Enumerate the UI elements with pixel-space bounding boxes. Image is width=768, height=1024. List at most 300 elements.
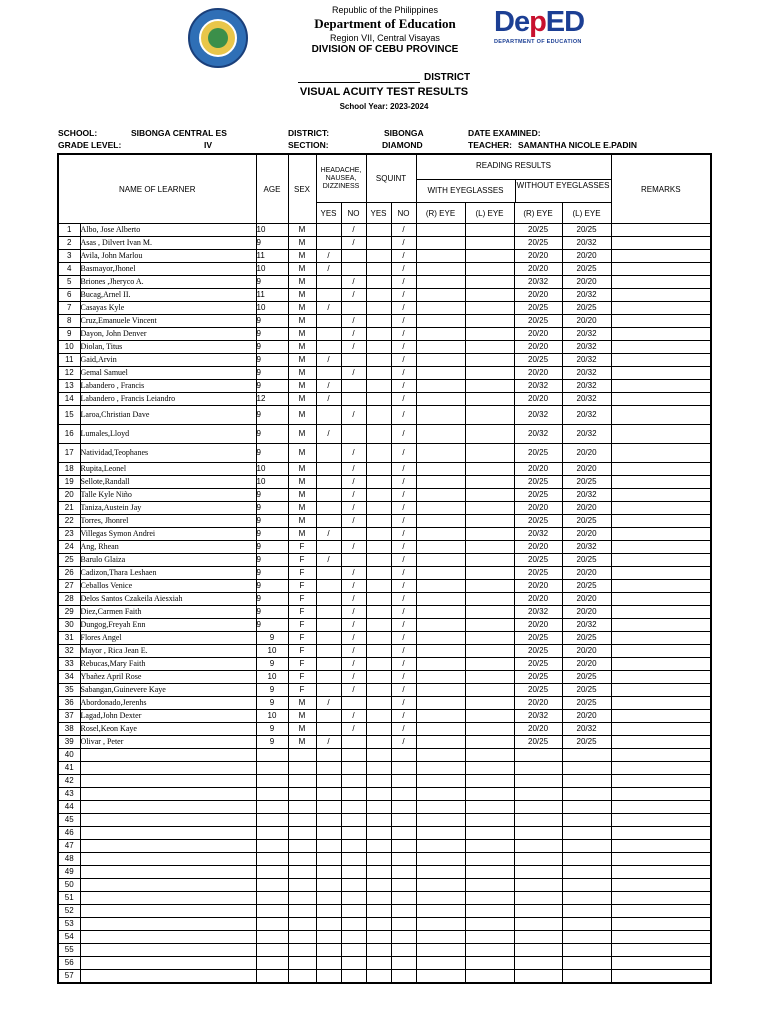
table-row: [58, 354, 711, 367]
cell-sn: [391, 970, 416, 984]
cell-ol: [562, 866, 611, 879]
cell-sn: /: [391, 276, 416, 289]
cell-wl: [465, 658, 514, 671]
cell-remarks: [611, 801, 711, 814]
cell-hy: [316, 944, 341, 957]
cell-no: 39: [58, 736, 80, 749]
cell-ol: 20/25: [562, 632, 611, 645]
cell-sy: [366, 671, 391, 684]
cell-or: 20/25: [514, 658, 562, 671]
cell-wl: [465, 723, 514, 736]
cell-age: 9: [256, 697, 288, 710]
cell-sy: [366, 489, 391, 502]
cell-name: Lagad,John Dexter: [80, 710, 256, 723]
cell-remarks: [611, 567, 711, 580]
cell-hy: [316, 606, 341, 619]
cell-sy: [366, 315, 391, 328]
cell-sex: F: [288, 541, 316, 554]
cell-sex: M: [288, 489, 316, 502]
cell-remarks: [611, 645, 711, 658]
cell-name: Asas , Dilvert Ivan M.: [80, 237, 256, 250]
cell-ol: 20/32: [562, 541, 611, 554]
cell-name: Albo, Jose Alberto: [80, 224, 256, 237]
table-row: [58, 593, 711, 606]
cell-hn: /: [341, 315, 366, 328]
cell-no: 5: [58, 276, 80, 289]
cell-no: 10: [58, 341, 80, 354]
cell-wr: [416, 580, 465, 593]
cell-hn: [341, 736, 366, 749]
cell-wr: [416, 554, 465, 567]
cell-wl: [465, 425, 514, 444]
cell-or: [514, 866, 562, 879]
cell-sn: /: [391, 567, 416, 580]
cell-no: 29: [58, 606, 80, 619]
cell-sn: /: [391, 393, 416, 406]
cell-remarks: [611, 970, 711, 984]
cell-sy: [366, 905, 391, 918]
cell-wl: [465, 341, 514, 354]
cell-wl: [465, 866, 514, 879]
cell-sy: [366, 788, 391, 801]
cell-name: Ceballos Venice: [80, 580, 256, 593]
cell-remarks: [611, 710, 711, 723]
cell-wl: [465, 840, 514, 853]
cell-name: [80, 866, 256, 879]
cell-remarks: [611, 632, 711, 645]
cell-no: 9: [58, 328, 80, 341]
table-row: [58, 710, 711, 723]
cell-wl: [465, 892, 514, 905]
cell-hy: [316, 840, 341, 853]
cell-remarks: [611, 827, 711, 840]
cell-sex: M: [288, 710, 316, 723]
cell-sn: /: [391, 425, 416, 444]
cell-ol: 20/20: [562, 528, 611, 541]
cell-remarks: [611, 328, 711, 341]
cell-hn: [341, 554, 366, 567]
cell-sn: [391, 866, 416, 879]
cell-or: 20/32: [514, 380, 562, 393]
cell-wr: [416, 367, 465, 380]
cell-wr: [416, 723, 465, 736]
cell-ol: 20/20: [562, 276, 611, 289]
table-row: [58, 645, 711, 658]
cell-no: 34: [58, 671, 80, 684]
cell-hy: [316, 502, 341, 515]
cell-hy: /: [316, 354, 341, 367]
cell-wl: [465, 406, 514, 425]
cell-wr: [416, 263, 465, 276]
cell-no: 45: [58, 814, 80, 827]
cell-no: 33: [58, 658, 80, 671]
cell-hn: [341, 944, 366, 957]
cell-wr: [416, 444, 465, 463]
cell-or: 20/25: [514, 237, 562, 250]
cell-age: [256, 801, 288, 814]
cell-wl: [465, 476, 514, 489]
deped-subtitle: DEPARTMENT OF EDUCATION: [494, 39, 582, 45]
cell-sy: [366, 237, 391, 250]
cell-remarks: [611, 749, 711, 762]
cell-remarks: [611, 302, 711, 315]
cell-name: Rebucas,Mary Faith: [80, 658, 256, 671]
cell-wr: [416, 224, 465, 237]
cell-no: 48: [58, 853, 80, 866]
cell-hn: [341, 749, 366, 762]
table-row: [58, 528, 711, 541]
cell-sex: M: [288, 276, 316, 289]
cell-or: 20/32: [514, 425, 562, 444]
cell-hy: [316, 866, 341, 879]
cell-hn: /: [341, 237, 366, 250]
cell-sex: M: [288, 502, 316, 515]
cell-wr: [416, 931, 465, 944]
cell-no: 43: [58, 788, 80, 801]
cell-name: [80, 775, 256, 788]
without-r-eye: (R) EYE: [514, 203, 562, 224]
table-row: [58, 853, 711, 866]
cell-age: 9: [256, 580, 288, 593]
cell-no: 55: [58, 944, 80, 957]
cell-age: [256, 762, 288, 775]
cell-ol: 20/32: [562, 328, 611, 341]
cell-name: [80, 905, 256, 918]
cell-wl: [465, 879, 514, 892]
cell-remarks: [611, 380, 711, 393]
cell-sn: /: [391, 289, 416, 302]
cell-or: 20/25: [514, 671, 562, 684]
cell-or: [514, 762, 562, 775]
table-row: [58, 444, 711, 463]
cell-sn: /: [391, 528, 416, 541]
cell-hn: [341, 425, 366, 444]
cell-sex: [288, 801, 316, 814]
cell-hy: /: [316, 425, 341, 444]
cell-no: 32: [58, 645, 80, 658]
cell-no: 8: [58, 315, 80, 328]
cell-sex: M: [288, 723, 316, 736]
cell-ol: 20/25: [562, 476, 611, 489]
cell-remarks: [611, 237, 711, 250]
cell-or: 20/25: [514, 515, 562, 528]
cell-wl: [465, 354, 514, 367]
cell-wr: [416, 489, 465, 502]
learner-rows: [58, 224, 711, 984]
cell-wl: [465, 632, 514, 645]
cell-sex: F: [288, 645, 316, 658]
cell-ol: 20/25: [562, 736, 611, 749]
cell-hn: /: [341, 541, 366, 554]
cell-hy: [316, 775, 341, 788]
cell-ol: [562, 775, 611, 788]
cell-age: [256, 866, 288, 879]
cell-sex: F: [288, 632, 316, 645]
cell-remarks: [611, 944, 711, 957]
cell-or: 20/20: [514, 593, 562, 606]
cell-ol: 20/32: [562, 425, 611, 444]
cell-ol: [562, 957, 611, 970]
cell-sn: /: [391, 444, 416, 463]
cell-ol: 20/32: [562, 406, 611, 425]
cell-hy: [316, 892, 341, 905]
cell-sex: [288, 905, 316, 918]
cell-wr: [416, 515, 465, 528]
cell-or: 20/25: [514, 476, 562, 489]
cell-sex: F: [288, 658, 316, 671]
cell-age: [256, 749, 288, 762]
department-title: Department of Education: [314, 16, 456, 31]
cell-remarks: [611, 476, 711, 489]
cell-name: Delos Santos Czakeila Aiesxiah: [80, 593, 256, 606]
region-text: Region VII, Central Visayas: [330, 33, 440, 43]
cell-sex: F: [288, 567, 316, 580]
cell-hn: [341, 354, 366, 367]
cell-wr: [416, 632, 465, 645]
cell-ol: 20/20: [562, 567, 611, 580]
cell-sex: M: [288, 302, 316, 315]
cell-no: 4: [58, 263, 80, 276]
table-row: [58, 580, 711, 593]
cell-sex: M: [288, 341, 316, 354]
cell-ol: [562, 918, 611, 931]
cell-age: 9: [256, 515, 288, 528]
cell-ol: [562, 892, 611, 905]
cell-sex: F: [288, 619, 316, 632]
cell-ol: [562, 749, 611, 762]
cell-hy: [316, 463, 341, 476]
cell-wl: [465, 853, 514, 866]
cell-sex: [288, 827, 316, 840]
cell-no: 36: [58, 697, 80, 710]
cell-hn: [341, 957, 366, 970]
cell-sn: [391, 957, 416, 970]
cell-wr: [416, 393, 465, 406]
cell-name: [80, 918, 256, 931]
cell-ol: 20/25: [562, 554, 611, 567]
cell-or: 20/25: [514, 354, 562, 367]
cell-age: 9: [256, 315, 288, 328]
deped-cebu-seal-icon: [188, 8, 248, 68]
grade-label: GRADE LEVEL:: [58, 140, 122, 150]
cell-remarks: [611, 541, 711, 554]
cell-sy: [366, 263, 391, 276]
cell-sy: [366, 697, 391, 710]
cell-sn: /: [391, 619, 416, 632]
cell-hy: [316, 931, 341, 944]
cell-age: [256, 892, 288, 905]
cell-hy: [316, 444, 341, 463]
table-row: [58, 463, 711, 476]
cell-hn: [341, 762, 366, 775]
cell-wl: [465, 944, 514, 957]
cell-ol: 20/20: [562, 502, 611, 515]
cell-or: 20/20: [514, 328, 562, 341]
cell-sy: [366, 619, 391, 632]
cell-ol: 20/25: [562, 515, 611, 528]
cell-hn: [341, 528, 366, 541]
cell-name: Taniza,Austein Jay: [80, 502, 256, 515]
cell-age: 9: [256, 554, 288, 567]
cell-or: [514, 957, 562, 970]
cell-ol: [562, 801, 611, 814]
cell-wr: [416, 463, 465, 476]
cell-hy: [316, 853, 341, 866]
cell-hn: /: [341, 367, 366, 380]
table-row: [58, 328, 711, 341]
cell-remarks: [611, 697, 711, 710]
cell-sy: [366, 328, 391, 341]
cell-age: 9: [256, 541, 288, 554]
cell-hy: [316, 541, 341, 554]
cell-sn: [391, 931, 416, 944]
table-row: [58, 302, 711, 315]
cell-no: 35: [58, 684, 80, 697]
cell-remarks: [611, 658, 711, 671]
cell-sex: F: [288, 606, 316, 619]
cell-hn: /: [341, 632, 366, 645]
table-row: [58, 814, 711, 827]
cell-age: 9: [256, 489, 288, 502]
cell-age: [256, 944, 288, 957]
cell-name: Cruz,Emanuele Vincent: [80, 315, 256, 328]
cell-wl: [465, 463, 514, 476]
republic-text: Republic of the Philippines: [331, 5, 439, 15]
cell-wr: [416, 801, 465, 814]
table-row: [58, 476, 711, 489]
cell-age: [256, 853, 288, 866]
cell-sy: [366, 463, 391, 476]
cell-no: 46: [58, 827, 80, 840]
cell-wr: [416, 944, 465, 957]
district-label: DISTRICT:: [288, 128, 330, 138]
cell-age: 9: [256, 593, 288, 606]
cell-wr: [416, 879, 465, 892]
cell-name: Villegas Symon Andrei: [80, 528, 256, 541]
cell-sy: [366, 444, 391, 463]
cell-age: [256, 918, 288, 931]
cell-ol: [562, 840, 611, 853]
cell-name: Sellote,Randall: [80, 476, 256, 489]
cell-wl: [465, 645, 514, 658]
cell-sex: [288, 879, 316, 892]
cell-wr: [416, 354, 465, 367]
school-label: SCHOOL:: [58, 128, 98, 138]
cell-hn: /: [341, 684, 366, 697]
cell-wl: [465, 814, 514, 827]
cell-or: [514, 827, 562, 840]
cell-sex: M: [288, 425, 316, 444]
cell-no: 42: [58, 775, 80, 788]
headache-no: NO: [341, 203, 366, 224]
cell-sex: [288, 749, 316, 762]
cell-wr: [416, 250, 465, 263]
cell-no: 50: [58, 879, 80, 892]
cell-no: 18: [58, 463, 80, 476]
cell-age: 10: [256, 645, 288, 658]
cell-no: 1: [58, 224, 80, 237]
cell-age: 11: [256, 289, 288, 302]
cell-ol: [562, 879, 611, 892]
cell-wr: [416, 328, 465, 341]
cell-sy: [366, 775, 391, 788]
cell-ol: [562, 944, 611, 957]
cell-or: 20/25: [514, 489, 562, 502]
cell-age: [256, 827, 288, 840]
cell-name: [80, 814, 256, 827]
table-row: [58, 263, 711, 276]
table-row: [58, 905, 711, 918]
cell-sn: [391, 879, 416, 892]
cell-name: [80, 762, 256, 775]
table-row: [58, 554, 711, 567]
cell-age: [256, 814, 288, 827]
grade-value: IV: [204, 140, 213, 150]
cell-ol: 20/25: [562, 684, 611, 697]
table-row: [58, 684, 711, 697]
cell-sex: M: [288, 393, 316, 406]
cell-remarks: [611, 425, 711, 444]
cell-sy: [366, 276, 391, 289]
cell-hn: /: [341, 671, 366, 684]
cell-age: 9: [256, 658, 288, 671]
cell-or: 20/20: [514, 263, 562, 276]
cell-hy: [316, 788, 341, 801]
cell-hn: [341, 380, 366, 393]
cell-remarks: [611, 788, 711, 801]
cell-or: 20/32: [514, 406, 562, 425]
cell-wr: [416, 762, 465, 775]
deped-logo: [494, 6, 604, 56]
cell-or: [514, 918, 562, 931]
cell-name: [80, 879, 256, 892]
with-l-eye: (L) EYE: [465, 203, 514, 224]
cell-hy: [316, 515, 341, 528]
cell-hn: /: [341, 328, 366, 341]
cell-name: Basmayor,Jhonel: [80, 263, 256, 276]
cell-name: Dungog,Freyah Enn: [80, 619, 256, 632]
cell-wr: [416, 593, 465, 606]
cell-sn: /: [391, 658, 416, 671]
cell-sy: [366, 749, 391, 762]
cell-hy: [316, 814, 341, 827]
cell-name: Cadizon,Thara Leshaen: [80, 567, 256, 580]
cell-sy: [366, 567, 391, 580]
cell-hn: [341, 892, 366, 905]
cell-remarks: [611, 489, 711, 502]
cell-remarks: [611, 840, 711, 853]
cell-sex: [288, 814, 316, 827]
with-eyeglasses-label: WITH EYEGLASSES: [417, 180, 516, 202]
cell-sy: [366, 879, 391, 892]
cell-sn: [391, 775, 416, 788]
cell-name: Gemal Samuel: [80, 367, 256, 380]
cell-no: 15: [58, 406, 80, 425]
cell-hn: /: [341, 289, 366, 302]
cell-sy: [366, 341, 391, 354]
cell-or: 20/20: [514, 393, 562, 406]
cell-ol: [562, 970, 611, 984]
cell-ol: 20/20: [562, 658, 611, 671]
cell-wr: [416, 853, 465, 866]
cell-remarks: [611, 853, 711, 866]
cell-or: 20/32: [514, 710, 562, 723]
cell-sy: [366, 827, 391, 840]
cell-age: 9: [256, 380, 288, 393]
cell-name: [80, 970, 256, 984]
cell-ol: 20/32: [562, 723, 611, 736]
table-row: [58, 723, 711, 736]
